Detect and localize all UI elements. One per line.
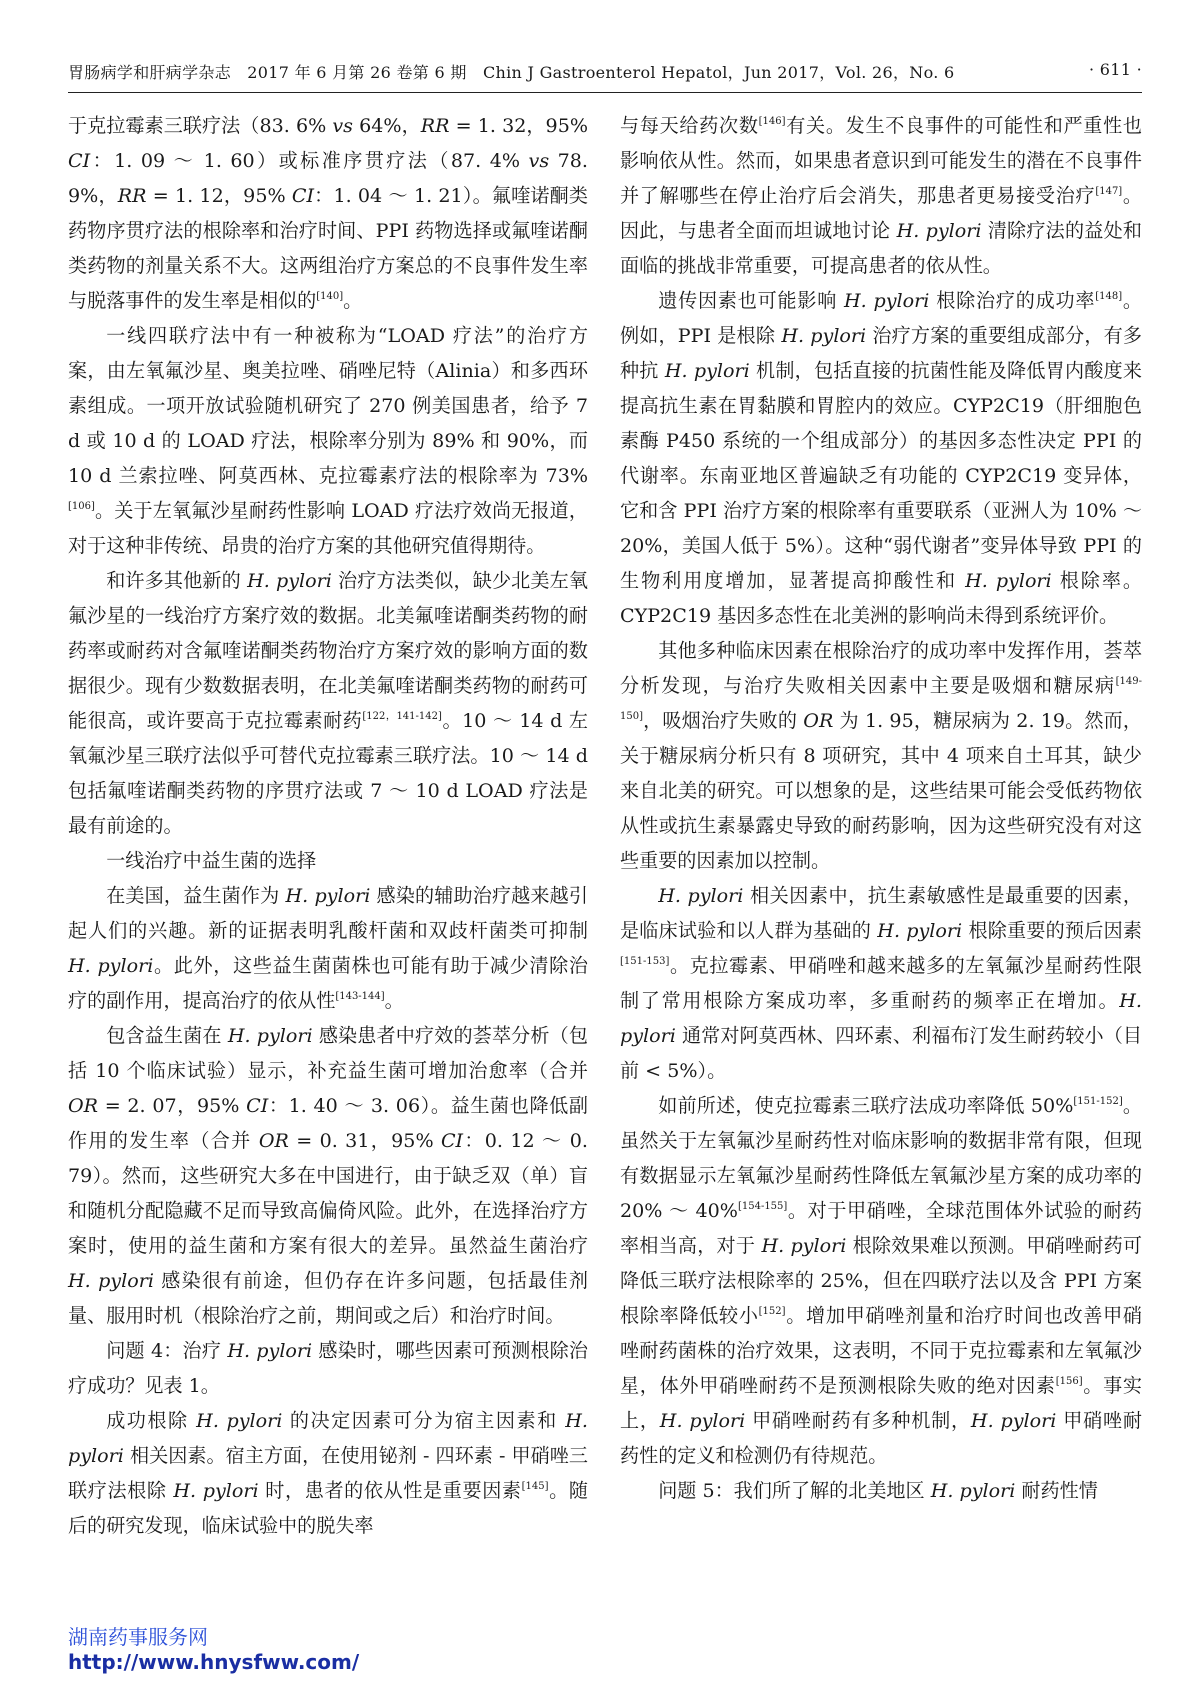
paragraph: 与每天给药次数[146]有关。发生不良事件的可能性和严重性也影响依从性。然而，如果患者意识到可能发生的潜在不良事件并了解哪些在停止治疗后会消失，那患者更易接受治疗[147]。因此，与患者全面而坦诚地讨论 H. pylori 清除疗法的益处和面临的挑战非常重要，可提高患者的依从性。 <box>620 114 1143 277</box>
paragraph: 一线四联疗法中有一种被称为“LOAD 疗法”的治疗方案，由左氧氟沙星、奥美拉唑、硝唑尼特（Alinia）和多西环素组成。一项开放试验随机研究了 270 例美国患者，给予 7 d 或 10 d 的 LOAD 疗法，根除率分别为 89% 和 90%，而 10 d 兰索拉唑、阿莫西林、克拉霉素疗法的根除率为 73%[106]。关于左氧氟沙星耐药性影响 LOAD 疗法疗效尚无报道，对于这种非传统、昂贵的治疗方案的其他研究值得期待。 <box>68 324 588 557</box>
site-name: 湖南药事服务网 <box>68 1625 208 1649</box>
paragraph: 于克拉霉素三联疗法（83. 6% vs 64%，RR = 1. 32，95% CI：1. 09 ～ 1. 60）或标准序贯疗法（87. 4% vs 78. 9%，RR = 1. 12，95% CI：1. 04 ～ 1. 21）。氟喹诺酮类药物序贯疗法的根除率和治疗时间、PPI 药物选择或氟喹诺酮类药物的剂量关系不大。这两组治疗方案总的不良事件发生率与脱落事件的发生率是相似的[140]。 <box>68 114 589 312</box>
right-column <box>620 108 1142 1508</box>
left-column <box>68 108 588 1543</box>
paragraph: 成功根除 H. pylori 的决定因素可分为宿主因素和 H. pylori 相关因素。宿主方面，在使用铋剂 - 四环素 - 甲硝唑三联疗法根除 H. pylori 时，患者的依从性是重要因素[145]。随后的研究发现，临床试验中的脱失率 <box>68 1409 589 1537</box>
paragraph: 其他多种临床因素在根除治疗的成功率中发挥作用，荟萃分析发现，与治疗失败相关因素中主要是吸烟和糖尿病[149-150]，吸烟治疗失败的 OR 为 1. 95，糖尿病为 2. 19。然而，关于糖尿病分析只有 8 项研究，其中 4 项来自土耳其，缺少来自北美的研究。可以想象的是，这些结果可能会受低药物依从性或抗生素暴露史导致的耐药影响，因为这些研究没有对这些重要的因素加以控制。 <box>620 639 1142 872</box>
paragraph: 在美国，益生菌作为 H. pylori 感染的辅助治疗越来越引起人们的兴趣。新的证据表明乳酸杆菌和双歧杆菌类可抑制 H. pylori。此外，这些益生菌菌株也可能有助于减少清除治疗的副作用，提高治疗的依从性[143-144]。 <box>68 884 589 1012</box>
paragraph: 和许多其他新的 H. pylori 治疗方法类似，缺少北美左氧氟沙星的一线治疗方案疗效的数据。北美氟喹诺酮类药物的耐药率或耐药对含氟喹诺酮类药物治疗方案疗效的影响方面的数据很少。现有少数数据表明，在北美氟喹诺酮类药物的耐药可能很高，或许要高于克拉霉素耐药[122，141-142]。10 ～ 14 d 左氧氟沙星三联疗法似乎可替代克拉霉素三联疗法。10 ～ 14 d 包括氟喹诺酮类药物的序贯疗法或 7 ～ 10 d LOAD 疗法是最有前途的。 <box>68 569 589 837</box>
section-subheading: 一线治疗中益生菌的选择 <box>106 849 317 872</box>
watermark-footer <box>68 1624 359 1674</box>
site-url-link[interactable]: http://www.hnysfww.com/ <box>68 1650 360 1674</box>
running-header <box>68 56 1142 93</box>
paragraph: H. pylori 相关因素中，抗生素敏感性是最重要的因素，是临床试验和以人群为基础的 H. pylori 根除重要的预后因素[151-153]。克拉霉素、甲硝唑和越来越多的左氧氟沙星耐药性限制了常用根除方案成功率，多重耐药的频率正在增加。H. pylori 通常对阿莫西林、四环素、利福布汀发生耐药较小（目前 < 5%）。 <box>620 884 1142 1082</box>
paragraph: 如前所述，使克拉霉素三联疗法成功率降低 50%[151-152]。虽然关于左氧氟沙星耐药性对临床影响的数据非常有限，但现有数据显示左氧氟沙星耐药性降低左氧氟沙星方案的成功率的 20% ～ 40%[154-155]。对于甲硝唑，全球范围体外试验的耐药率相当高，对于 H. pylori 根除效果难以预测。甲硝唑耐药可降低三联疗法根除率的 25%，但在四联疗法以及含 PPI 方案根除率降低较小[152]。增加甲硝唑剂量和治疗时间也改善甲硝唑耐药菌株的治疗效果，这表明，不同于克拉霉素和左氧氟沙星，体外甲硝唑耐药不是预测根除失败的绝对因素[156]。事实上，H. pylori 甲硝唑耐药有多种机制，H. pylori 甲硝唑耐药性的定义和检测仍有待规范。 <box>620 1094 1143 1467</box>
question-heading: 问题 5：我们所了解的北美地区 H. pylori 耐药性情 <box>658 1479 1098 1502</box>
paragraph: 遗传因素也可能影响 H. pylori 根除治疗的成功率[148]。例如，PPI 是根除 H. pylori 治疗方案的重要组成部分，有多种抗 H. pylori 机制，包括直接的抗菌性能及降低胃内酸度来提高抗生素在胃黏膜和胃腔内的效应。CYP2C19（肝细胞色素酶 P450 系统的一个组成部分）的基因多态性决定 PPI 的代谢率。东南亚地区普遍缺乏有功能的 CYP2C19 变异体，它和含 PPI 治疗方案的根除率有重要联系（亚洲人为 10% ～ 20%，美国人低于 5%）。这种“弱代谢者”变异体导致 PPI 的生物利用度增加，显著提高抑酸性和 H. pylori 根除率。CYP2C19 基因多态性在北美洲的影响尚未得到系统评价。 <box>620 289 1143 627</box>
paragraph: 包含益生菌在 H. pylori 感染患者中疗效的荟萃分析（包括 10 个临床试验）显示，补充益生菌可增加治愈率（合并 OR = 2. 07，95% CI：1. 40 ～ 3. 06）。益生菌也降低副作用的发生率（合并 OR = 0. 31，95% CI：0. 12 ～ 0. 79）。然而，这些研究大多在中国进行，由于缺乏双（单）盲和随机分配隐藏不足而导致高偏倚风险。此外，在选择治疗方案时，使用的益生菌和方案有很大的差异。虽然益生菌治疗 H. pylori 感染很有前途，但仍存在许多问题，包括最佳剂量、服用时机（根除治疗之前，期间或之后）和治疗时间。 <box>68 1024 589 1327</box>
page-number: · 611 · <box>1089 60 1142 79</box>
question-heading: 问题 4：治疗 H. pylori 感染时，哪些因素可预测根除治疗成功？见表 1。 <box>68 1339 588 1397</box>
journal-citation: 胃肠病学和肝病学杂志 2017 年 6 月第 26 卷第 6 期 Chin J Gastroenterol Hepatol，Jun 2017，Vol. 26，No. 6 <box>68 63 955 82</box>
